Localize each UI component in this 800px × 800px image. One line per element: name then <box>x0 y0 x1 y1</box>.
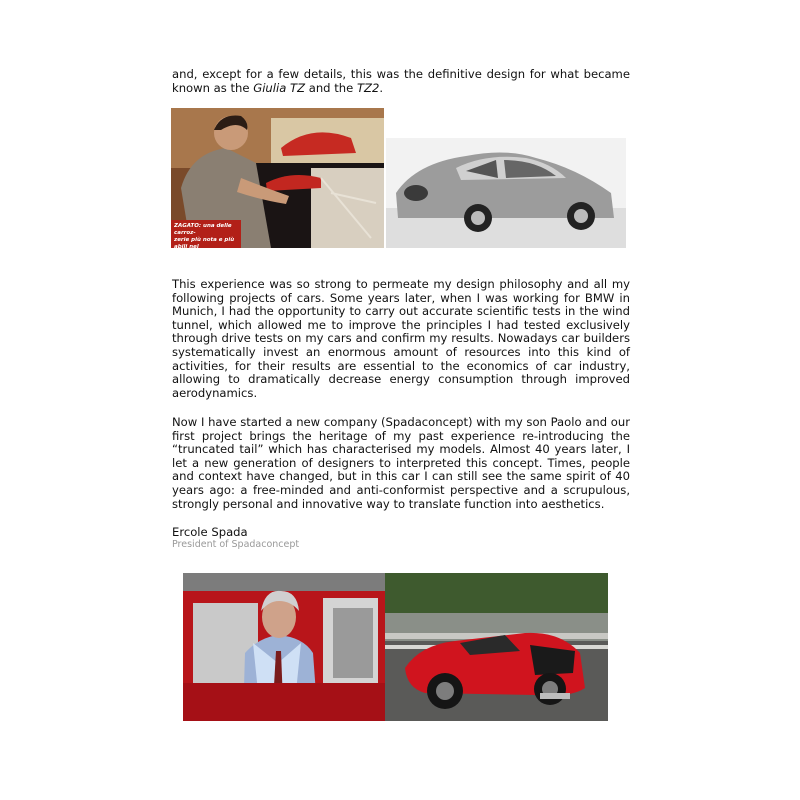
red-car-photo-graphic <box>385 573 608 721</box>
spadaconcept-paragraph: Now I have started a new company (Spadaconcept) with my son Paolo and our first project brings the heritage of my past experience re-introducing the “truncated tail” which has characterised my models. Almost 40 years later, I let a new generation of designers to interpreted this concept. Times, people and context have changed, but in this car I can still see the same spirit of 40 years ago: a free-minded and anti-conformist perspective and a scrupulous, strongly personal and innovative way to translate function into aesthetics. <box>172 415 630 511</box>
signature-role: President of Spadaconcept <box>172 539 300 550</box>
spadaconcept-car-photo <box>385 573 608 721</box>
alfa-romeo-tz-bw-photo <box>386 138 626 248</box>
model-name-tz2: TZ2 <box>356 80 380 95</box>
ercole-spada-in-car-photo <box>183 573 385 721</box>
man-in-car-photo-graphic <box>183 573 385 721</box>
experience-paragraph: This experience was so strong to permeate my design philosophy and all my following projects of cars. Some years later, when I was working for BMW in Munich, I had the opportunity to carry out accurate scientific tests in the wind tunnel, which allowed me to improve the principles I had tested exclusively through drive tests on my cars and confirm my results. Nowadays car builders systematically invest an enormous amount of resources into this kind of activities, for their results are essential to the economics of car industry, allowing to dramatically decrease energy consumption through improved aerodynamics. <box>172 277 630 400</box>
designer-at-drawing-board-photo <box>171 108 384 248</box>
tz-car-photo-graphic <box>386 138 626 248</box>
intro-paragraph: and, except for a few details, this was the definitive design for what became known as the Giulia TZ and the TZ2. <box>172 67 630 95</box>
signature-name: Ercole Spada <box>172 525 248 539</box>
photo-caption: ZAGATO: una delle carroz- zerie più nota e più abili nel <box>174 223 235 248</box>
model-name-giulia-tz: Giulia TZ <box>253 80 306 95</box>
